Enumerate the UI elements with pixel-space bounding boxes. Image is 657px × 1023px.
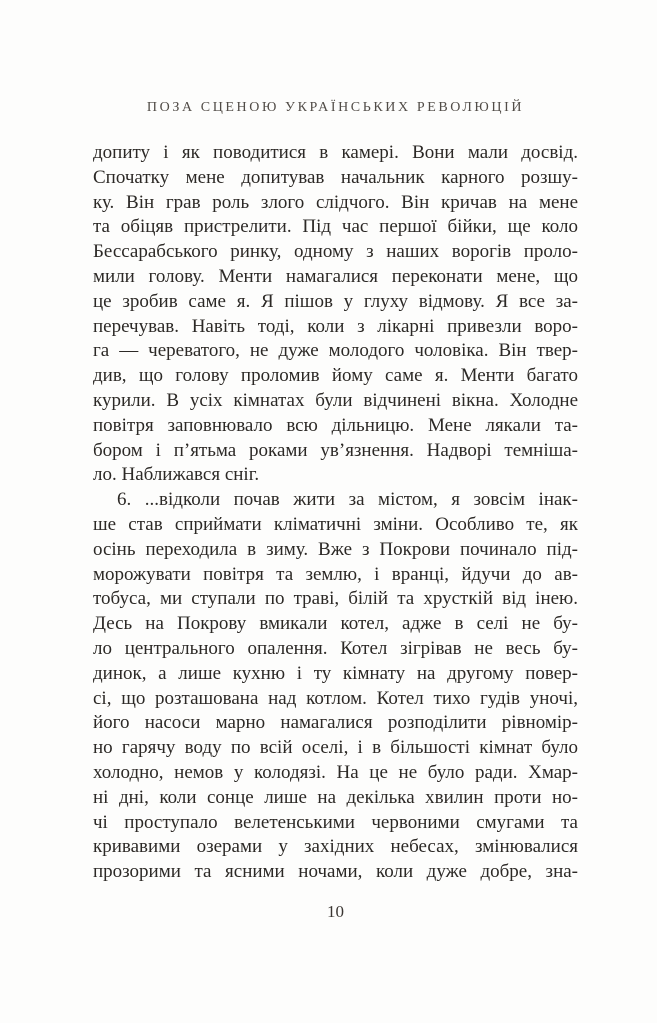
text-line: та обіцяв пристрелити. Під час першої бійки, ще коло [93, 216, 578, 238]
text-line: кривавими озерами у західних небесах, змінювалися [93, 836, 578, 858]
text-line: перечував. Навіть тоді, коли з лікарні привезли воро- [93, 315, 578, 337]
text-line: бором і п’ятьма роками ув’язнення. Надворі темніша- [93, 439, 578, 461]
text-line: повітря заповнювало всю дільницю. Мене лякали та- [93, 414, 578, 436]
text-line: курили. В усіх кімнатах були відчинені вікна. Холодне [93, 389, 578, 411]
text-line: динок, а лише кухню і ту кімнату на другому повер- [93, 662, 578, 684]
text-line: ні дні, коли сонце лише на декілька хвилин проти но- [93, 786, 578, 808]
text-line: 6. ...відколи почав жити за містом, я зовсім інак- [117, 489, 578, 511]
text-line: ло. Наближався сніг. [93, 464, 260, 486]
paragraph [93, 488, 578, 885]
text-line: ло центрального опалення. Котел зігрівав не весь бу- [93, 637, 578, 659]
text-line: морожувати повітря та землю, і вранці, йдучи до ав- [93, 563, 578, 585]
text-line: тобуса, ми ступали по траві, білій та хрусткій від інею. [93, 588, 578, 610]
text-line: осінь переходила в зиму. Вже з Покрови починало під- [93, 538, 578, 560]
text-line: чі проступало велетенськими червоними смугами та [93, 811, 578, 833]
text-line: Десь на Покрову вмикали котел, адже в селі не бу- [93, 613, 578, 635]
text-line: га — череватого, не дуже молодого чоловіка. Він твер- [93, 340, 578, 362]
text-line: сі, що розташована над котлом. Котел тихо гудів уночі, [93, 687, 578, 709]
page-number: 10 [327, 902, 344, 921]
text-line: див, що голову проломив йому саме я. Менти багато [93, 365, 578, 387]
text-line: ше став сприймати кліматичні зміни. Особливо те, як [93, 513, 578, 535]
text-line: холодно, немов у колодязі. На це не було ради. Хмар- [93, 761, 578, 783]
body-text [93, 141, 578, 885]
text-line: допиту і як поводитися в камері. Вони мали досвід. [93, 142, 578, 163]
text-line: мили голову. Менти намагалися переконати мене, що [93, 265, 578, 287]
running-head: ПОЗА СЦЕНОЮ УКРАЇНСЬКИХ РЕВОЛЮЦІЙ [146, 100, 525, 115]
text-line: це зробив саме я. Я пішов у глуху відмову. Я все за- [93, 290, 578, 312]
text-line: прозорими та ясними ночами, коли дуже добре, зна- [93, 861, 578, 883]
text-line: ку. Він грав роль злого слідчого. Він кричав на мене [93, 191, 578, 213]
text-line: його насоси марно намагалися розподілити рівномір- [93, 712, 578, 734]
text-line: но гарячу воду по всій оселі, і в більшості кімнат було [93, 737, 578, 759]
text-line: Спочатку мене допитував начальник карного розшу- [93, 166, 578, 188]
paragraph [93, 141, 578, 488]
text-line: Бессарабського ринку, одному з наших ворогів проло- [93, 241, 578, 263]
